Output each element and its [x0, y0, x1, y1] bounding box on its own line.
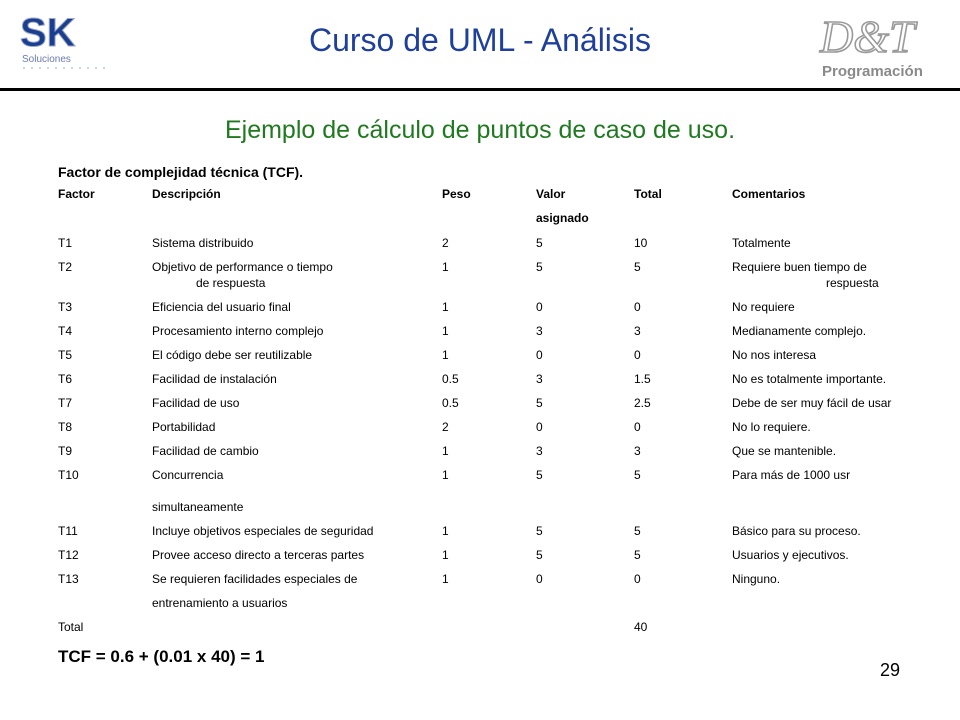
total-label: Total — [58, 620, 84, 634]
cell-factor: T3 — [58, 300, 73, 314]
cell-factor: T2 — [58, 260, 73, 274]
cell-peso: 1 — [442, 348, 449, 362]
cell-comentario: No es totalmente importante. — [732, 372, 887, 386]
col-header-total: Total — [634, 187, 662, 201]
cell-factor: T4 — [58, 324, 73, 338]
cell-total: 10 — [634, 236, 648, 250]
cell-comentario: Debe de ser muy fácil de usar — [732, 396, 892, 410]
cell-factor: T7 — [58, 396, 73, 410]
cell-valor: 0 — [536, 348, 543, 362]
cell-descripcion: Facilidad de cambio — [152, 444, 259, 458]
total-value: 40 — [634, 620, 648, 634]
cell-comentario: Usuarios y ejecutivos. — [732, 548, 849, 562]
cell-valor: 5 — [536, 236, 543, 250]
cell-factor: T13 — [58, 572, 79, 586]
cell-valor: 0 — [536, 572, 543, 586]
cell-total: 3 — [634, 324, 641, 338]
cell-descripcion: Facilidad de uso — [152, 396, 240, 410]
cell-total: 3 — [634, 444, 641, 458]
col-header-valor: Valor — [536, 187, 566, 201]
cell-comentario: No lo requiere. — [732, 420, 811, 434]
cell-peso: 2 — [442, 420, 449, 434]
cell-valor: 3 — [536, 324, 543, 338]
cell-factor: T10 — [58, 468, 79, 482]
cell-valor: 5 — [536, 260, 543, 274]
cell-comentario: Que se mantenible. — [732, 444, 837, 458]
header-divider — [0, 88, 960, 91]
section-heading: Factor de complejidad técnica (TCF). — [58, 164, 304, 180]
cell-factor: T6 — [58, 372, 73, 386]
cell-total: 5 — [634, 468, 641, 482]
col-header-factor: Factor — [58, 187, 95, 201]
cell-peso: 2 — [442, 236, 449, 250]
cell-descripcion: Portabilidad — [152, 420, 216, 434]
cell-factor: T1 — [58, 236, 73, 250]
cell-factor: T8 — [58, 420, 73, 434]
cell-peso: 1 — [442, 300, 449, 314]
cell-descripcion: Incluye objetivos especiales de seguridad — [152, 524, 374, 538]
col-header-comentarios: Comentarios — [732, 187, 806, 201]
cell-factor: T11 — [58, 524, 78, 538]
cell-comentario: Medianamente complejo. — [732, 324, 867, 338]
cell-descripcion-line2: simultaneamente — [152, 500, 244, 514]
col-header-peso: Peso — [442, 187, 471, 201]
cell-comentario-line2: respuesta — [826, 276, 879, 290]
cell-total: 0 — [634, 572, 641, 586]
cell-peso: 1 — [442, 548, 449, 562]
cell-comentario: No requiere — [732, 300, 795, 314]
course-title: Curso de UML - Análisis — [308, 22, 652, 58]
cell-comentario: Básico para su proceso. — [732, 524, 861, 538]
cell-valor: 5 — [536, 396, 543, 410]
cell-total: 0 — [634, 348, 641, 362]
cell-comentario: Ninguno. — [732, 572, 781, 586]
tcf-formula: TCF = 0.6 + (0.01 x 40) = 1 — [58, 647, 265, 666]
cell-factor: T5 — [58, 348, 73, 362]
cell-total: 5 — [634, 260, 641, 274]
cell-peso: 1 — [442, 468, 449, 482]
cell-comentario: Requiere buen tiempo de — [732, 260, 867, 274]
col-header-descripcion: Descripción — [152, 187, 221, 201]
cell-total: 0 — [634, 420, 641, 434]
cell-descripcion: Provee acceso directo a terceras partes — [152, 548, 365, 562]
cell-total: 1.5 — [634, 372, 651, 386]
dt-logo-letters: D&T — [820, 11, 915, 62]
cell-descripcion: Se requieren facilidades especiales de — [152, 572, 358, 586]
cell-descripcion: Concurrencia — [152, 468, 224, 482]
cell-peso: 1 — [442, 324, 449, 338]
cell-valor: 0 — [536, 420, 543, 434]
cell-descripcion: Objetivo de performance o tiempo — [152, 260, 333, 274]
cell-comentario: No nos interesa — [732, 348, 817, 362]
cell-peso: 1 — [442, 444, 449, 458]
slide-title: Ejemplo de cálculo de puntos de caso de uso. — [224, 116, 736, 144]
cell-descripcion: Sistema distribuido — [152, 236, 254, 250]
cell-factor: T12 — [58, 548, 79, 562]
cell-valor: 5 — [536, 548, 543, 562]
col-header-valor-line2: asignado — [536, 211, 589, 225]
dt-logo-subtitle: Programación — [822, 63, 923, 80]
cell-descripcion: El código debe ser reutilizable — [152, 348, 313, 362]
cell-total: 5 — [634, 548, 641, 562]
cell-peso: 0.5 — [442, 372, 459, 386]
cell-total: 2.5 — [634, 396, 651, 410]
cell-descripcion: Facilidad de instalación — [152, 372, 277, 386]
cell-total: 0 — [634, 300, 641, 314]
cell-descripcion-line2: de respuesta — [196, 276, 266, 290]
cell-descripcion: Procesamiento interno complejo — [152, 324, 324, 338]
cell-total: 5 — [634, 524, 641, 538]
cell-valor: 0 — [536, 300, 543, 314]
cell-peso: 1 — [442, 572, 449, 586]
cell-factor: T9 — [58, 444, 73, 458]
sk-logo-subtitle: Soluciones — [22, 54, 71, 65]
page-number: 29 — [880, 660, 901, 680]
cell-descripcion-line2: entrenamiento a usuarios — [152, 596, 288, 610]
cell-peso: 1 — [442, 524, 449, 538]
cell-comentario: Totalmente — [732, 236, 791, 250]
sk-logo-letters: SK — [20, 11, 76, 55]
cell-peso: 0.5 — [442, 396, 459, 410]
cell-valor: 3 — [536, 372, 543, 386]
cell-comentario: Para más de 1000 usr — [732, 468, 851, 482]
cell-valor: 3 — [536, 444, 543, 458]
cell-valor: 5 — [536, 468, 543, 482]
cell-peso: 1 — [442, 260, 449, 274]
cell-valor: 5 — [536, 524, 543, 538]
cell-descripcion: Eficiencia del usuario final — [152, 300, 291, 314]
